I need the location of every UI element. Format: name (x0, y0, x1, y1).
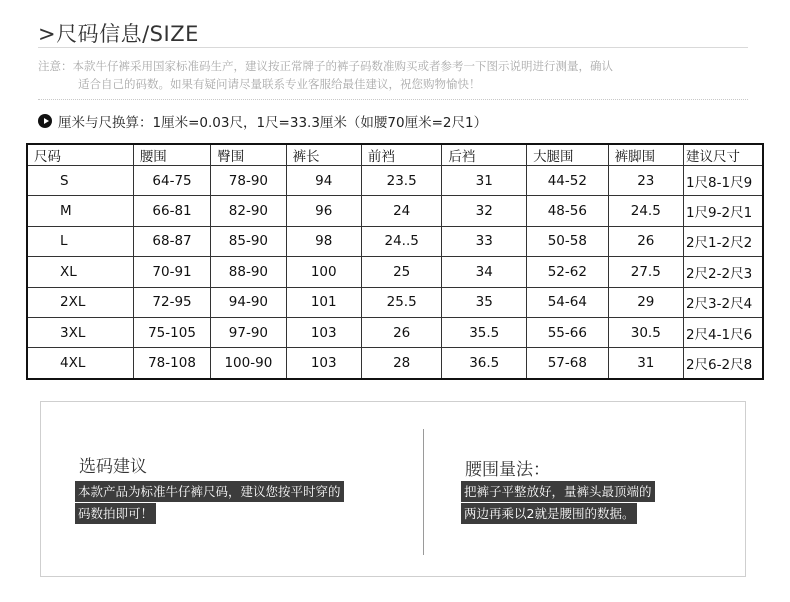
table-cell: 57-68 (527, 348, 609, 379)
size-advice-line-2: 码数拍即可！ (75, 503, 156, 524)
table-cell: 70-91 (133, 257, 210, 287)
table-cell: 48-56 (527, 196, 609, 226)
size-label-cell: L (27, 226, 133, 256)
table-cell: 24 (361, 196, 442, 226)
header-cell: 腰围 (133, 144, 210, 166)
dotted-divider (38, 99, 748, 100)
table-cell: 23.5 (361, 166, 442, 196)
table-cell: 33 (442, 226, 527, 256)
table-cell: 24.5 (608, 196, 683, 226)
table-cell: 27.5 (608, 257, 683, 287)
card-divider (423, 429, 424, 555)
table-cell: 55-66 (527, 317, 609, 347)
table-cell: 54-64 (527, 287, 609, 317)
size-label-cell: 2XL (27, 287, 133, 317)
waist-measure-line-1: 把裤子平整放好，量裤头最顶端的 (461, 481, 655, 502)
table-row (27, 226, 763, 256)
table-cell: 78-108 (133, 348, 210, 379)
conversion-text: 厘米与尺换算：1厘米=0.03尺，1尺=33.3厘米（如腰70厘米=2尺1） (58, 115, 488, 131)
table-cell: 103 (286, 348, 361, 379)
table-cell: 2尺6-2尺8 (683, 348, 763, 379)
play-bullet-icon (38, 114, 52, 128)
table-cell: 97-90 (211, 317, 286, 347)
table-cell: 2尺1-2尺2 (683, 226, 763, 256)
table-cell: 25 (361, 257, 442, 287)
table-cell: 100 (286, 257, 361, 287)
table-cell: 31 (442, 166, 527, 196)
table-cell: 34 (442, 257, 527, 287)
table-cell: 28 (361, 348, 442, 379)
header-cell: 臀围 (211, 144, 286, 166)
waist-measure-title: 腰围量法： (465, 460, 550, 480)
size-label-cell: 3XL (27, 317, 133, 347)
table-cell: 32 (442, 196, 527, 226)
table-cell: 2尺4-1尺6 (683, 317, 763, 347)
table-cell: 96 (286, 196, 361, 226)
size-label-cell: 4XL (27, 348, 133, 379)
table-cell: 2尺2-2尺3 (683, 257, 763, 287)
size-table (26, 143, 764, 380)
waist-measure-text (461, 481, 655, 525)
table-cell: 103 (286, 317, 361, 347)
notice-text (38, 57, 748, 93)
table-cell: 26 (608, 226, 683, 256)
table-cell: 25.5 (361, 287, 442, 317)
table-row (27, 287, 763, 317)
table-cell: 50-58 (527, 226, 609, 256)
title-divider (38, 47, 748, 48)
table-row (27, 166, 763, 196)
table-cell: 64-75 (133, 166, 210, 196)
table-header-row (27, 144, 763, 166)
table-cell: 75-105 (133, 317, 210, 347)
size-label-cell: XL (27, 257, 133, 287)
header-cell: 裤脚围 (608, 144, 683, 166)
size-advice-title: 选码建议 (79, 457, 147, 477)
table-cell: 85-90 (211, 226, 286, 256)
header-cell: 后裆 (442, 144, 527, 166)
table-row (27, 196, 763, 226)
table-cell: 68-87 (133, 226, 210, 256)
size-advice-line-1: 本款产品为标准牛仔裤尺码，建议您按平时穿的 (75, 481, 344, 502)
header-cell: 尺码 (27, 144, 133, 166)
table-row (27, 257, 763, 287)
table-cell: 2尺3-2尺4 (683, 287, 763, 317)
size-label-cell: S (27, 166, 133, 196)
table-cell: 36.5 (442, 348, 527, 379)
table-cell: 82-90 (211, 196, 286, 226)
table-cell: 31 (608, 348, 683, 379)
table-cell: 30.5 (608, 317, 683, 347)
table-row (27, 317, 763, 347)
table-cell: 44-52 (527, 166, 609, 196)
table-cell: 78-90 (211, 166, 286, 196)
table-cell: 24..5 (361, 226, 442, 256)
table-cell: 1尺9-2尺1 (683, 196, 763, 226)
table-cell: 1尺8-1尺9 (683, 166, 763, 196)
table-cell: 101 (286, 287, 361, 317)
table-cell: 26 (361, 317, 442, 347)
table-cell: 94 (286, 166, 361, 196)
table-cell: 72-95 (133, 287, 210, 317)
table-cell: 52-62 (527, 257, 609, 287)
table-cell: 94-90 (211, 287, 286, 317)
table-cell: 35.5 (442, 317, 527, 347)
header-cell: 裤长 (286, 144, 361, 166)
table-cell: 29 (608, 287, 683, 317)
page-title: >尺码信息/SIZE (38, 22, 199, 46)
waist-measure-line-2: 两边再乘以2就是腰围的数据。 (461, 503, 637, 524)
table-cell: 35 (442, 287, 527, 317)
header-cell: 前裆 (361, 144, 442, 166)
table-cell: 98 (286, 226, 361, 256)
header-cell: 建议尺寸 (683, 144, 763, 166)
table-cell: 66-81 (133, 196, 210, 226)
notice-line-1: 注意：本款牛仔裤采用国家标准码生产，建议按正常牌子的裤子码数准购买或者参考一下图示说明进行测量，确认 (38, 59, 613, 73)
table-cell: 100-90 (211, 348, 286, 379)
notice-line-2: 适合自己的码数。如果有疑问请尽量联系专业客服给最佳建议，祝您购物愉快！ (78, 77, 481, 91)
table-row (27, 348, 763, 379)
conversion-info (38, 111, 487, 131)
table-cell: 88-90 (211, 257, 286, 287)
header-cell: 大腿围 (527, 144, 609, 166)
table-cell: 23 (608, 166, 683, 196)
size-advice-text (75, 481, 344, 525)
size-label-cell: M (27, 196, 133, 226)
